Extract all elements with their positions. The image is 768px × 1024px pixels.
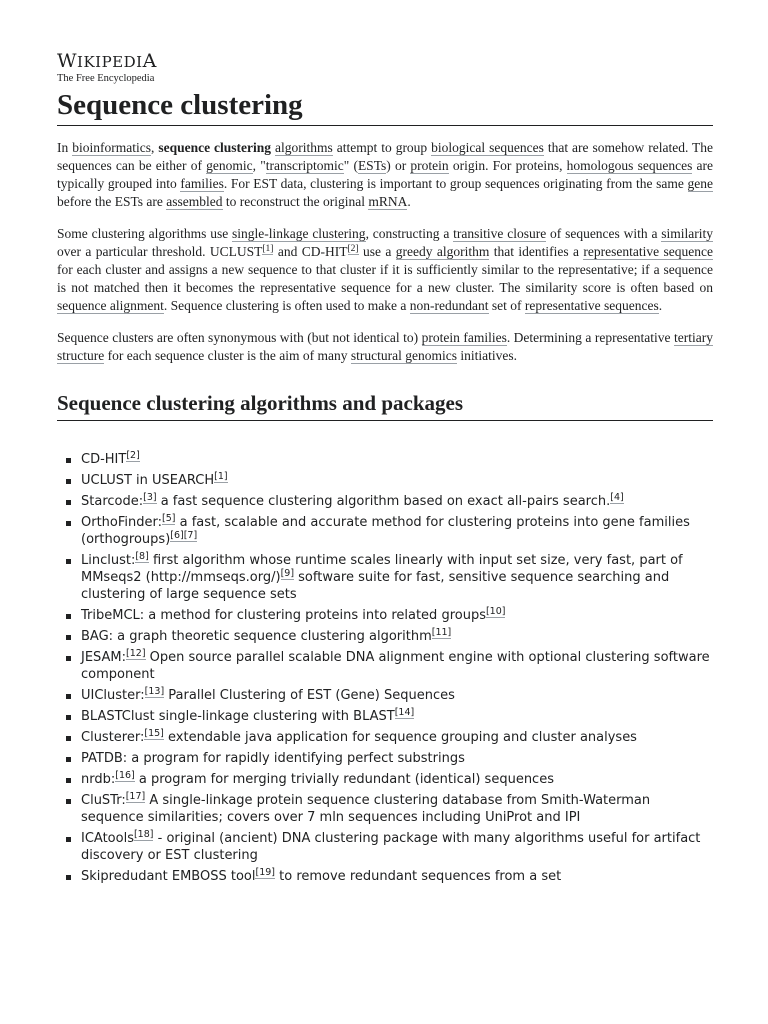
list-item [81,687,713,704]
bullet-icon [66,500,71,505]
link-transcriptomic[interactable]: transcriptomic [265,158,344,173]
list-item [81,552,713,603]
logo-tagline: The Free Encyclopedia [57,73,155,84]
link-tertiary-structure[interactable]: tertiary structure [57,330,713,363]
item-text: UICluster: [81,688,145,703]
bullet-icon [66,837,71,842]
ref-link[interactable]: [2] [126,450,140,461]
ref-link[interactable]: [1] [262,244,274,254]
item-text: a fast sequence clustering algorithm based on exact all-pairs search. [156,494,611,509]
article [57,50,713,889]
clusters-paragraph: Sequence clusters are often synonymous with (but not identical to) protein families. Determining a representative tertiary structure for each sequence cluster is the aim of many structural genomics initiatives. [57,330,713,363]
bold-term: sequence clustering [158,140,272,155]
link-assembled[interactable]: assembled [166,194,223,209]
item-text: ICAtools [81,831,134,846]
bullet-icon [66,479,71,484]
methods-paragraph: Some clustering algorithms use single-linkage clustering, constructing a transitive closure of sequences with a similarity over a particular threshold. UCLUST[1] and CD-HIT[2] use a greedy algorithm that identifies a representative sequence for each cluster and assigns a new sequence to that cluster if it is sufficiently similar to the representative; if a sequence is not matched then it becomes the representative sequence for a new cluster. The similarity score is often based on sequence alignment. Sequence clustering is often used to make a non-redundant set of representative sequences. [57,226,714,313]
ref-link[interactable]: [10] [485,606,506,617]
link-single-linkage-clustering[interactable]: single-linkage clustering [232,226,366,241]
item-text: OrthoFinder: [81,515,162,530]
list-item [81,628,713,645]
list-item [81,750,713,767]
link-transitive-closure[interactable]: transitive closure [453,226,547,241]
item-text: software suite for fast, sensitive sequence searching and clustering of large sequence sets [81,570,670,602]
item-text: A single-linkage protein sequence clustering database from Smith-Waterman sequence similarities; covers over 7 mln sequences including UniProt and IPI [81,793,651,825]
bullet-icon [66,559,71,564]
link-sequence-alignment[interactable]: sequence alignment [57,298,164,313]
link-protein[interactable]: protein [410,158,449,173]
item-text: Starcode: [81,494,144,509]
link-structural-genomics[interactable]: structural genomics [350,348,457,363]
ref-link[interactable]: [9] [280,568,295,579]
item-text: Skipredudant EMBOSS tool [81,869,256,884]
ref-link[interactable]: [6][7] [170,530,198,541]
link-greedy-algorithm[interactable]: greedy algorithm [395,244,490,259]
list-item [81,514,713,548]
link-genomic[interactable]: genomic [206,158,253,173]
item-text: first algorithm whose runtime scales linearly with input set size, very fast, part of MMseqs2 (http://mmseqs.org/) [81,553,683,585]
list-item [81,472,713,489]
item-text: extendable java application for sequence grouping and cluster analyses [163,730,637,745]
link-mrna[interactable]: mRNA [368,194,408,209]
bullet-icon [66,715,71,720]
item-text: - original (ancient) DNA clustering package with many algorithms useful for artifact discovery or EST clustering [81,831,701,863]
bullet-icon [66,778,71,783]
ref-link[interactable]: [19] [255,867,275,878]
ref-link[interactable]: [8] [135,551,149,562]
item-text: Parallel Clustering of EST (Gene) Sequences [164,688,455,703]
link-representative-sequence[interactable]: representative sequence [583,244,713,259]
bullet-icon [66,635,71,640]
bullet-icon [66,736,71,741]
link-homologous-sequences[interactable]: homologous sequences [566,158,693,173]
link-gene[interactable]: gene [687,176,713,191]
ref-link[interactable]: [16] [115,770,135,781]
algorithm-list [57,451,713,885]
ref-link[interactable]: [14] [394,707,415,718]
list-item [81,649,713,683]
item-text: CD-HIT [81,452,127,467]
list-item [81,708,713,725]
bullet-icon [66,614,71,619]
ref-link[interactable]: [1] [214,471,228,482]
item-text: nrdb: [81,772,116,787]
list-item [81,451,713,468]
ref-link[interactable]: [2] [347,244,359,254]
item-text: UCLUST in USEARCH [81,473,215,488]
item-text: a fast, scalable and accurate method for clustering proteins into gene families (orthogroups) [81,515,690,547]
section-heading: Sequence clustering algorithms and packages [57,389,713,421]
ref-link[interactable]: [5] [162,513,176,524]
logo-wordmark: WIKIPEDIA [57,50,157,72]
item-text: TribeMCL: a method for clustering proteins into related groups [81,608,486,623]
ref-link[interactable]: [3] [143,492,157,503]
link-ests[interactable]: ESTs [357,158,387,173]
ref-link[interactable]: [11] [431,627,452,638]
list-item [81,607,713,624]
bullet-icon [66,458,71,463]
ref-link[interactable]: [4] [610,492,624,503]
item-text: PATDB: a program for rapidly identifying perfect substrings [81,751,465,766]
bullet-icon [66,656,71,661]
item-text: to remove redundant sequences from a set [275,869,562,884]
item-text: JESAM: [81,650,127,665]
item-text: BAG: a graph theoretic sequence clustering algorithm [81,629,432,644]
link-similarity[interactable]: similarity [661,226,714,241]
list-item [81,729,713,746]
item-text: CluSTr: [81,793,126,808]
ref-link[interactable]: [15] [144,728,164,739]
item-text: BLASTClust single-linkage clustering with BLAST [81,709,395,724]
ref-link[interactable]: [17] [125,791,146,802]
list-item [81,830,713,864]
link-representative-sequences[interactable]: representative sequences [524,298,659,313]
link-bioinformatics[interactable]: bioinformatics [72,140,151,155]
ref-link[interactable]: [13] [144,686,165,697]
bullet-icon [66,521,71,526]
list-item [81,868,713,885]
bullet-icon [66,875,71,880]
intro-paragraph: In bioinformatics, sequence clustering algorithms attempt to group biological sequences that are somehow related. The sequences can be either of genomic, "transcriptomic" (ESTs) or protein origin. For proteins, homologous sequences are typically grouped into families. For EST data, clustering is important to group sequences originating from the same gene before the ESTs are assembled to reconstruct the original mRNA. [57,140,714,209]
bullet-icon [66,694,71,699]
wikipedia-logo[interactable] [57,50,713,85]
list-item [81,771,713,788]
item-text: Clusterer: [81,730,145,745]
link-algorithms[interactable]: algorithms [275,140,333,155]
item-text: Open source parallel scalable DNA alignment engine with optional clustering software component [81,650,710,682]
link-protein-families[interactable]: protein families [421,330,507,345]
ref-link[interactable]: [12] [126,648,146,659]
link-biological-sequences[interactable]: biological sequences [431,140,544,155]
item-text: a program for merging trivially redundant (identical) sequences [134,772,554,787]
link-families[interactable]: families [180,176,224,191]
bullet-icon [66,799,71,804]
list-item [81,792,713,826]
bullet-icon [66,757,71,762]
ref-link[interactable]: [18] [133,829,154,840]
link-non-redundant[interactable]: non-redundant [409,298,489,313]
page-title: Sequence clustering [57,87,713,126]
list-item [81,493,713,510]
item-text: Linclust: [81,553,136,568]
